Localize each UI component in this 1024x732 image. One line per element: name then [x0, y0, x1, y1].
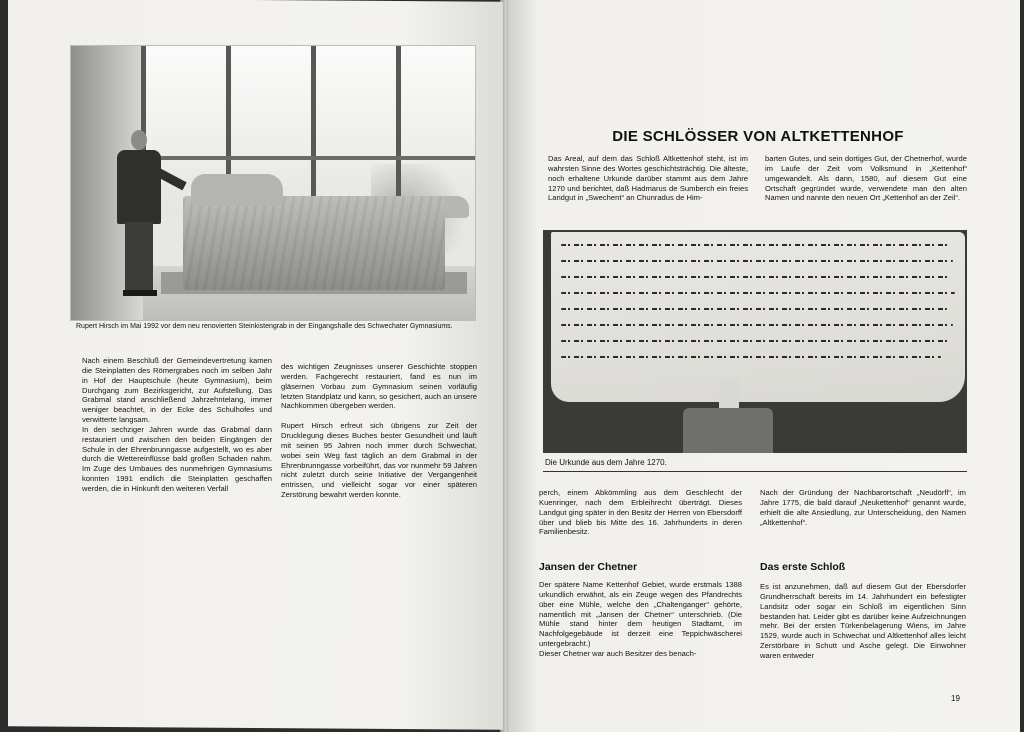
caption-rule [543, 471, 967, 472]
right-column-1-cont [539, 580, 742, 659]
photo-tomb-hall [70, 45, 476, 321]
left-column-1 [82, 356, 272, 494]
right-column-2-cont [760, 582, 966, 661]
page-title: DIE SCHLÖSSER VON ALTKETTENHOF [612, 128, 904, 145]
intro-column-2 [765, 154, 967, 203]
paragraph: Nach einem Beschluß der Gemeindevertretung kamen die Steinplatten des Römergrabes noch im selben Jahr in Hof der Hauptschule (heute Gymnasium), beim Durchgang zum Bezirksgericht, zur Aufstellung. Das Grabmal stand anschließend Jahrzehntelang, immer weniger beachtet, in der Ecke des Schulhofes und verwitterte langsam. [82, 356, 272, 425]
parchment [551, 232, 965, 402]
paragraph: barten Gutes, und sein dortiges Gut, der Chetnerhof, wurde im Laufe der Zeit vom Volksmund in „Kettenhof“ umgewandelt. Als dann, 1580, auf diesem Gut eine Ortschaft gegründet wurde, verwendete man den alten Namen und nannte den neuen Ort „Kettenhof an der Zeil“. [765, 154, 967, 203]
paragraph: Nach der Gründung der Nachbarortschaft „Neudörfl“, im Jahre 1775, die bald darauf „Neukettenhof“ genannt wurde, erhielt die alte Ansiedlung, zur Unterscheidung, den Namen „Altkettenhof“. [760, 488, 966, 527]
section-heading: Jansen der Chetner [539, 561, 638, 573]
paragraph: perch, einem Abkömmling aus dem Geschlecht der Kuenringer, nach dem Erbleihrecht überträgt. Dieses Landgut ging später in den Besitz der Herren von Ebersdorff über und blieb bis Mitte des 16. Jahrhunderts in deren Familienbesitz. [539, 488, 742, 537]
paragraph: Dieser Chetner war auch Besitzer des benach- [539, 648, 697, 658]
paragraph: Der spätere Name Kettenhof Gebiet, wurde erstmals 1388 urkundlich erwähnt, als ein Zeuge wegen des Pfandrechts über eine Mühle, welche den „Chaltenganger“ gehörte, namentlich mit „Jansen der Chetner“ unterschrieb. (Die Mühle stand hinter dem heutigen Stadtamt, im Nachfolgegebäude ist derzeit eine Teppichwäscherei untergebracht.) [539, 580, 742, 649]
photo-caption: Rupert Hirsch im Mai 1992 vor dem neu renovierten Steinkistengrab in der Eingangshalle des Schwechater Gymnasiums. [76, 323, 453, 330]
left-column-2 [281, 362, 477, 500]
paragraph: des wichtigen Zeugnisses unserer Geschichte stoppen werden. Fachgerecht restauriert, fand es nun im gläsernen Vorbau zum Gymnasium seinen vorläufig letzten Standplatz und kann, so gesichert, auch an unsere Nachkommen übergeben werden. [281, 362, 477, 411]
paragraph: Es ist anzunehmen, daß auf diesem Gut der Ebersdorfer Grundherrschaft bereits im 14. Jahrhundert ein befestigter Landsitz oder sogar ein Schloß im eigentlichen Sinn bestanden hat. Leider gibt es darüber keine Aufzeichnungen mehr. Bei der ersten Türkenbelagerung Wiens, im Jahre 1529, wurde auch in Schwechat und Altkettenhof alles leicht Zerstörbare in Schutt und Asche gelegt. Die Einwohner waren entweder [760, 582, 966, 660]
image-caption: Die Urkunde aus dem Jahre 1270. [545, 458, 667, 467]
tomb-lid [191, 174, 283, 206]
person-rupert-hirsch [111, 130, 167, 298]
intro-column-1 [548, 154, 748, 203]
right-column-1 [539, 488, 742, 537]
paragraph: In den sechziger Jahren wurde das Grabmal dann restauriert und zwischen den beiden Eingängen der Schule in der Ehrenbrunngasse aufgestellt, wo es aber durch die Wettereinflüsse bald großen Schaden nahm. Im Zuge des Umbaues des nunmehrigen Gymnasiums konnten 1991 endlich die Steinplatten geschaffen werden, die in Hinkunft den weiteren Verfall [82, 424, 272, 493]
seal [683, 408, 773, 453]
page-number: 19 [951, 694, 960, 703]
paragraph: Das Areal, auf dem das Schloß Altkettenhof steht, ist im wahrsten Sinne des Wortes geschichtsträchtig. Die älteste, noch erhaltene Urkunde darüber stammt aus dem Jahre 1270 und berichtet, daß Hadmarus de Sumberch ein freies Landgut in „Swechent“ an Chunradus de Him- [548, 154, 748, 203]
paragraph: Rupert Hirsch erfreut sich übrigens zur Zeit der Drucklegung dieses Buches bester Gesundheit und läuft mit seinen 95 Jahren noch immer durch Schwechat, wobei sein Weg fast täglich an dem Grabmal in der Ehrenbrunngasse vorbeiführt, das vor nunmehr 59 Jahren nicht zuletzt durch seine Initiative der Vergangenheit entrissen, und vielleicht sogar vor einer späteren Zerstörung bewahrt werden konnte. [281, 421, 477, 500]
document-image-1270 [543, 230, 967, 453]
right-column-2 [760, 488, 966, 527]
stone-tomb [183, 196, 445, 290]
section-heading: Das erste Schloß [760, 561, 846, 573]
